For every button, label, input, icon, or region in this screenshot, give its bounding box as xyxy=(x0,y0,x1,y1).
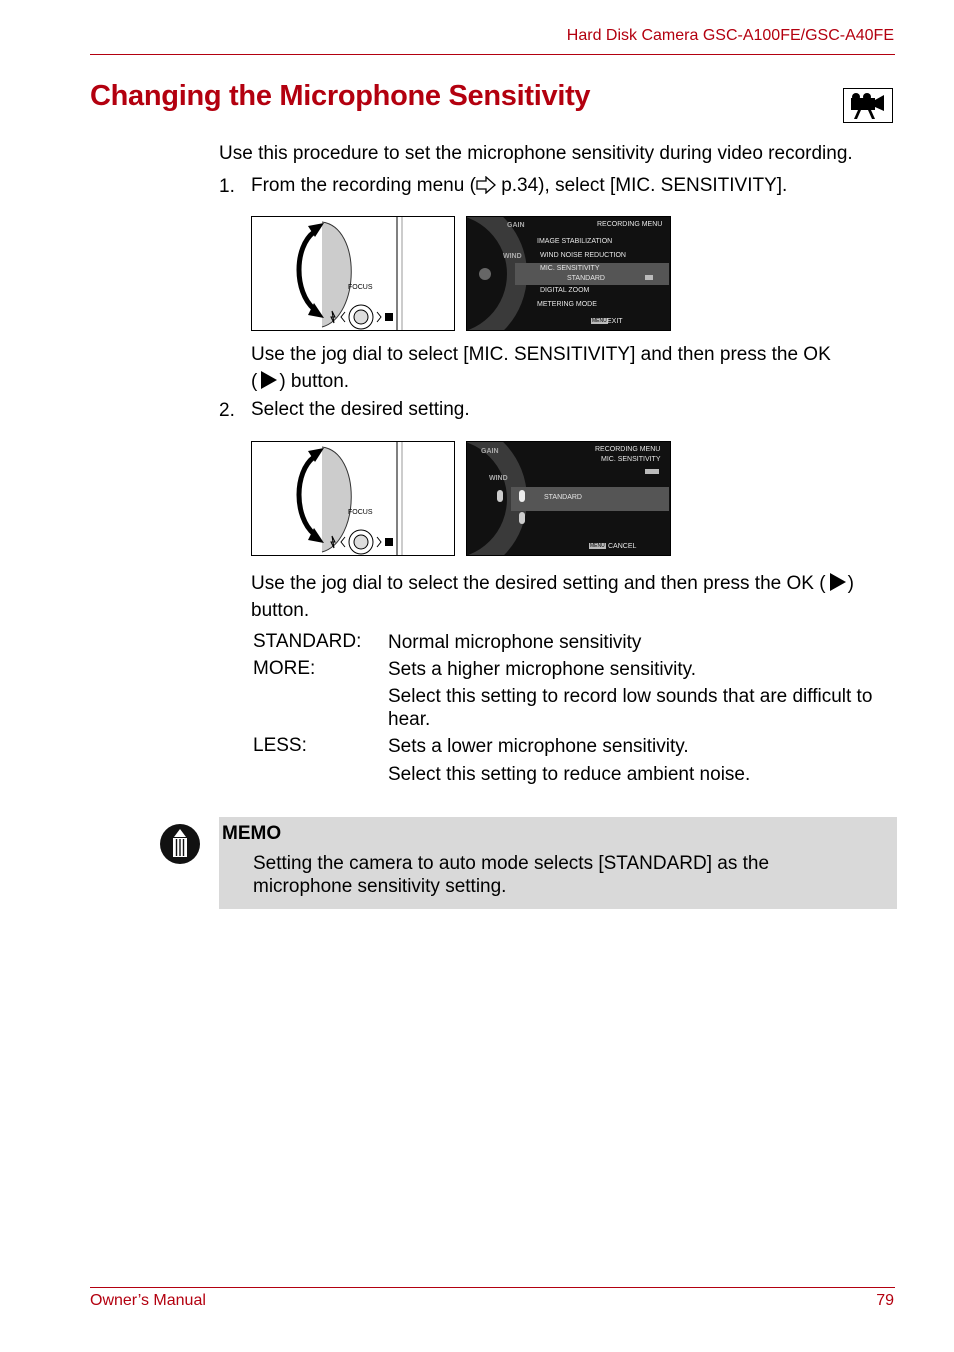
focus-label: FOCUS xyxy=(348,284,373,291)
definition-term-standard: STANDARD: xyxy=(253,631,362,652)
definition-desc-more-1: Sets a higher microphone sensitivity. xyxy=(388,659,697,680)
header-rule xyxy=(90,54,895,55)
step-1-instruction-close: ) button. xyxy=(279,371,350,392)
menu-footer-exit: EXIT xyxy=(607,318,623,325)
ok-play-icon xyxy=(257,370,279,397)
footer-manual-title: Owner’s Manual xyxy=(90,1292,206,1309)
menu-footer-cancel: CANCEL xyxy=(608,543,637,550)
menu-item-standard: STANDARD xyxy=(567,275,605,282)
menu-item-metering-mode: METERING MODE xyxy=(537,301,597,308)
step-1-instruction-line1: Use the jog dial to select [MIC. SENSITIVITY] and then press the OK xyxy=(251,344,831,365)
step-1-instruction-open: ( xyxy=(251,371,258,392)
step-2-instruction-line1 xyxy=(251,572,911,599)
focus-label: FOCUS xyxy=(348,509,373,516)
intro-text: Use this procedure to set the microphone sensitivity during video recording. xyxy=(219,143,853,164)
step-2-instruction-after: ) xyxy=(847,573,854,594)
video-camera-icon xyxy=(843,88,893,123)
step-1-text-before: From the recording menu ( xyxy=(251,175,476,196)
memo-text: Setting the camera to auto mode selects [STANDARD] as the microphone sensitivity setting. xyxy=(253,853,770,897)
menu-header: RECORDING MENU xyxy=(597,221,663,228)
step-2-text: Select the desired setting. xyxy=(251,399,470,420)
menu-item-image-stabilization: IMAGE STABILIZATION xyxy=(537,238,613,245)
definition-term-less: LESS: xyxy=(253,735,307,756)
side-label-gain: GAIN xyxy=(481,448,499,455)
definition-desc-standard: Normal microphone sensitivity xyxy=(388,632,642,653)
footer-page-number: 79 xyxy=(876,1292,894,1309)
menu-item-wind-noise: WIND NOISE REDUCTION xyxy=(540,252,626,259)
side-label-wind: WIND xyxy=(489,475,508,482)
side-label-gain: GAIN xyxy=(507,222,525,229)
step-1-number: 1. xyxy=(219,176,235,197)
step-1-instruction-line2 xyxy=(251,370,911,397)
page-reference-arrow-icon xyxy=(476,176,496,201)
menu-key-icon: MENU xyxy=(590,543,605,549)
footer-rule xyxy=(90,1287,895,1288)
menu-item-mic-sensitivity: MIC. SENSITIVITY xyxy=(540,265,600,272)
jog-dial-figure-2 xyxy=(251,441,455,556)
step-1-text xyxy=(251,174,911,201)
definition-desc-less-2: Select this setting to reduce ambient noise. xyxy=(388,764,751,785)
menu-header: RECORDING MENU xyxy=(595,446,661,453)
menu-item-digital-zoom: DIGITAL ZOOM xyxy=(540,287,590,294)
step-2-instruction-line2: button. xyxy=(251,600,310,621)
memo-title: MEMO xyxy=(222,823,282,844)
menu-item-standard: STANDARD xyxy=(544,494,582,501)
recording-menu-screen xyxy=(466,216,671,331)
mic-sensitivity-screen xyxy=(466,441,671,556)
ok-play-icon xyxy=(826,572,848,599)
step-2-instruction xyxy=(251,572,911,623)
page-title: Changing the Microphone Sensitivity xyxy=(90,80,591,112)
definition-desc-less-1: Sets a lower microphone sensitivity. xyxy=(388,736,689,757)
step-1-text-after: p.34), select [MIC. SENSITIVITY]. xyxy=(495,175,788,196)
menu-sub-header: MIC. SENSITIVITY xyxy=(601,456,661,463)
jog-dial-figure-1 xyxy=(251,216,455,331)
memo-pencil-icon xyxy=(159,823,201,865)
header-title: Hard Disk Camera GSC-A100FE/GSC-A40FE xyxy=(566,27,894,44)
side-label-wind: WIND xyxy=(503,253,522,260)
definition-desc-more-2: Select this setting to record low sounds that are difficult to hear. xyxy=(388,686,873,730)
step-1-instruction xyxy=(251,343,911,397)
step-2-number: 2. xyxy=(219,400,235,421)
definition-term-more: MORE: xyxy=(253,658,316,679)
menu-key-icon: MENU xyxy=(592,318,607,324)
step-2-instruction-before: Use the jog dial to select the desired setting and then press the OK ( xyxy=(251,573,826,594)
